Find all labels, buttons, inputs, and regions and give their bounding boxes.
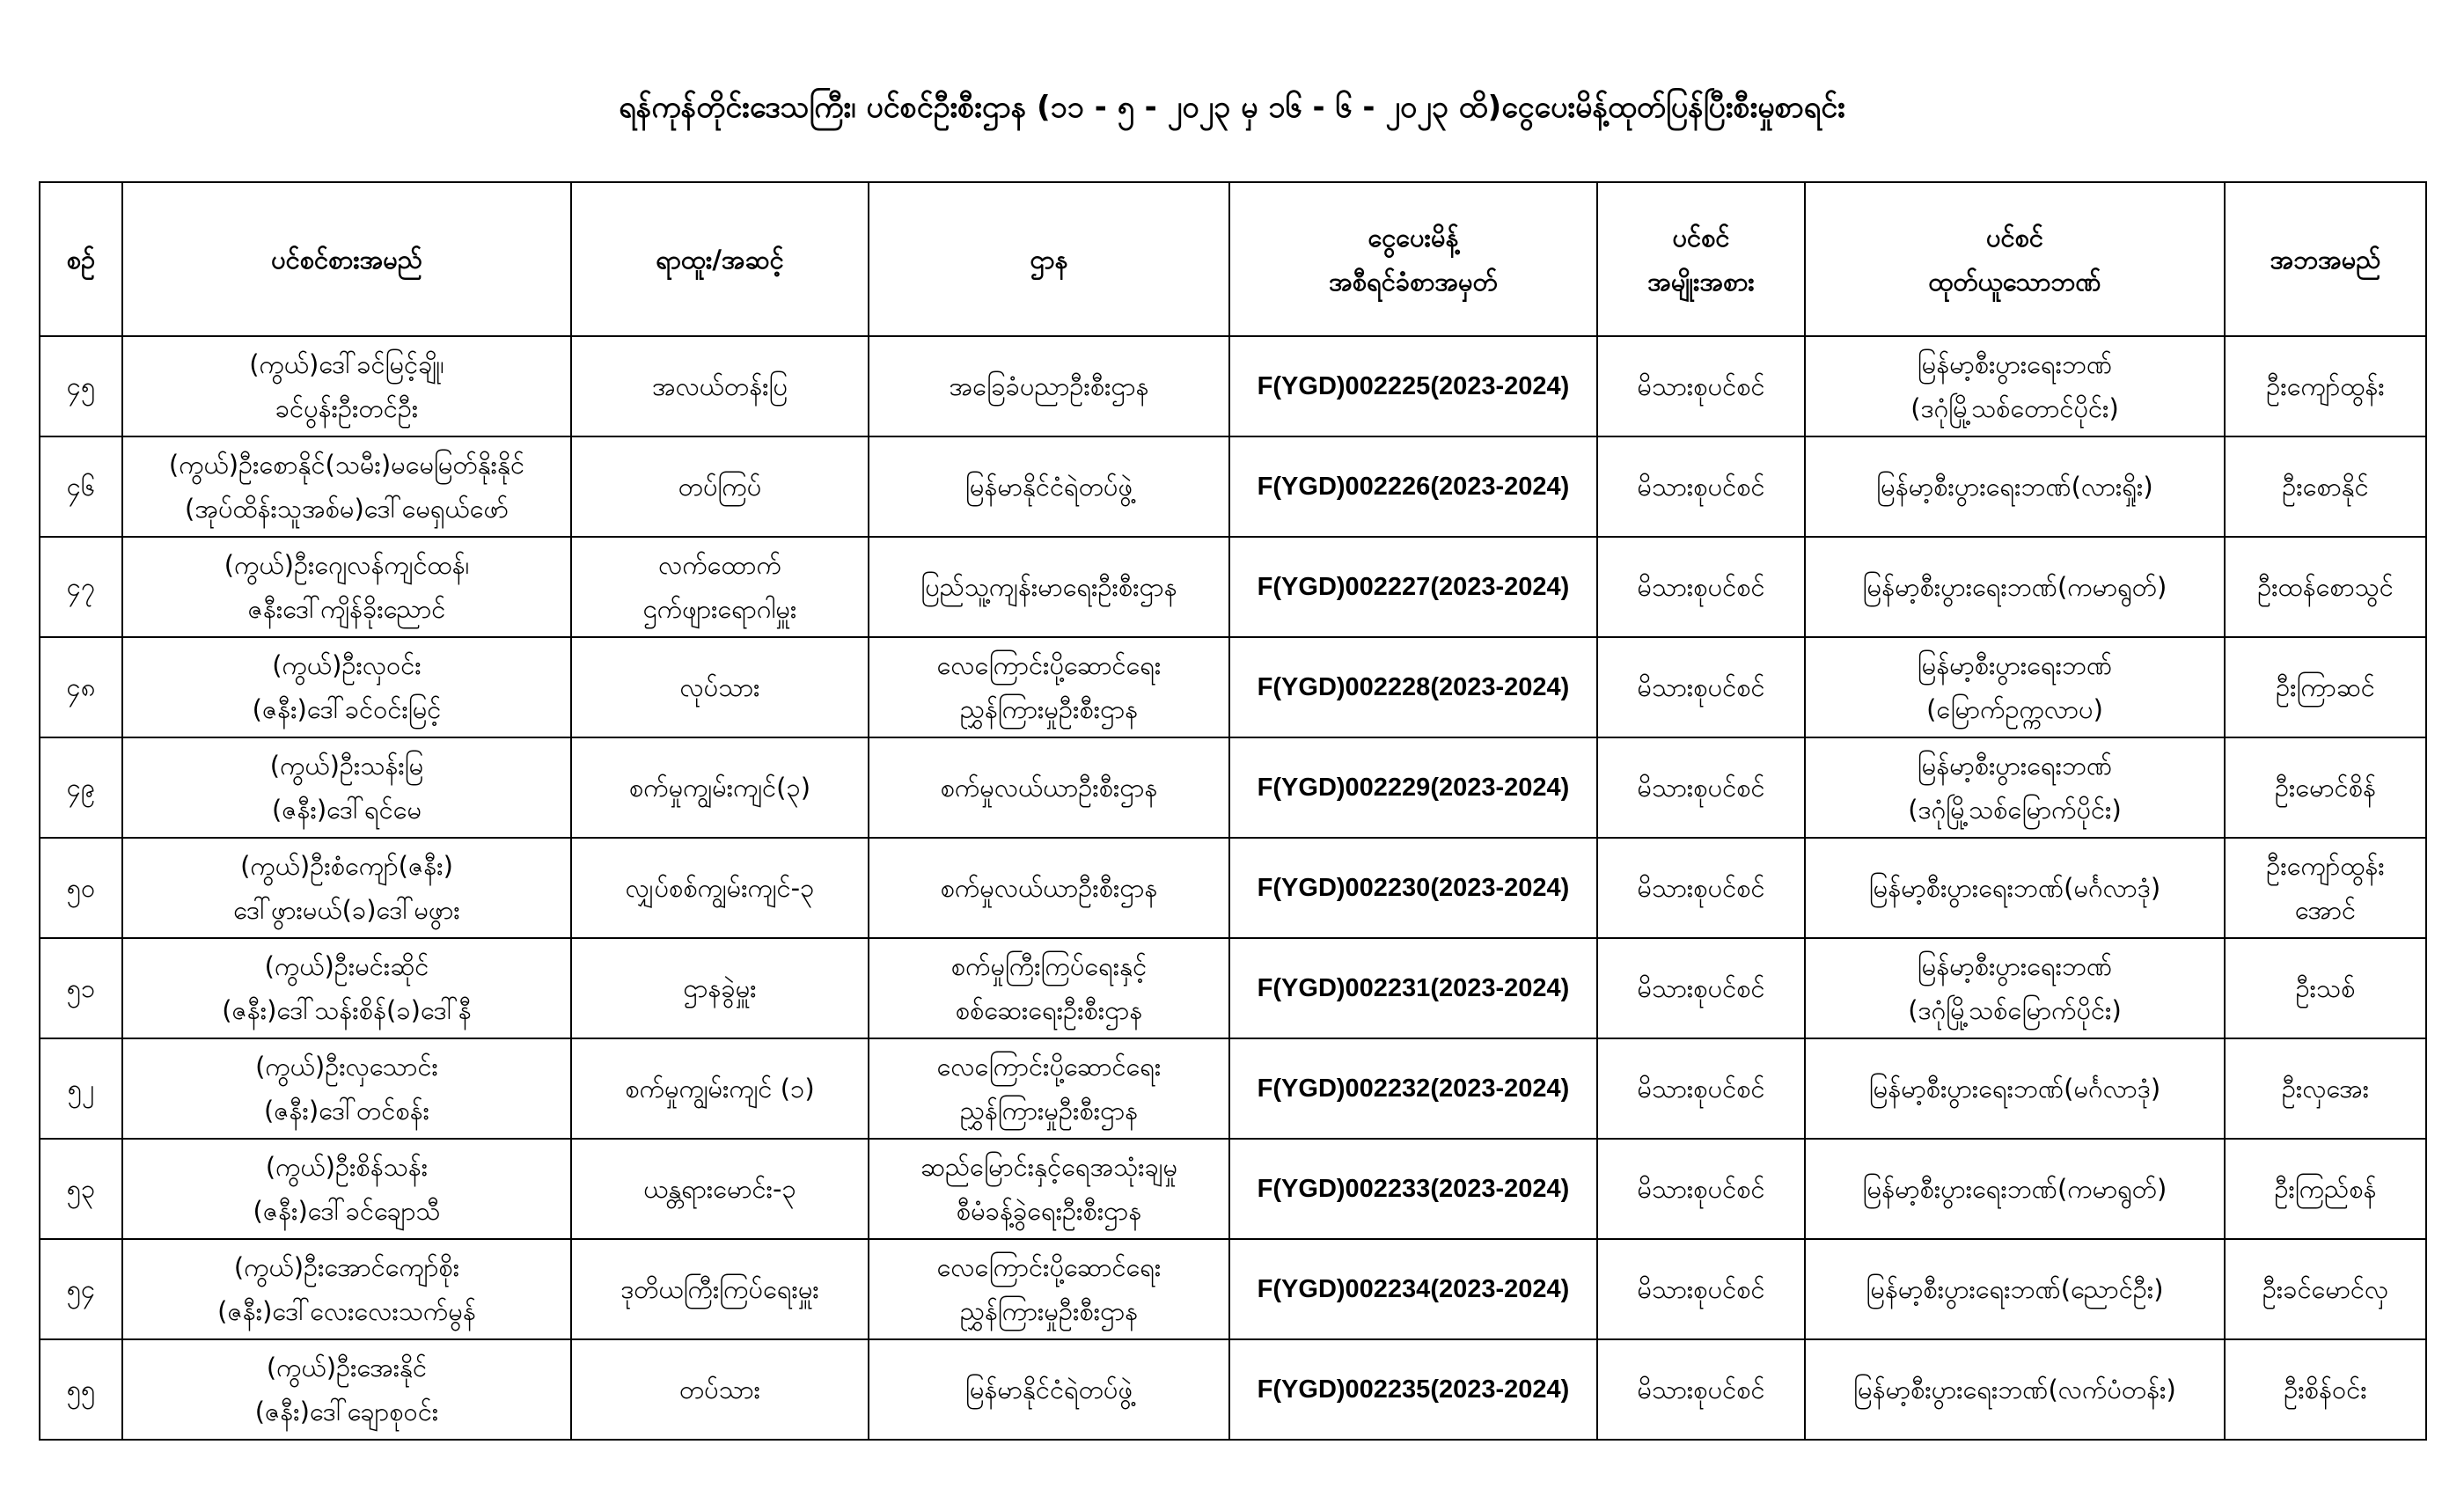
pensioner-name-cell-line: (ကွယ်)ဦးလှသောင်း xyxy=(255,1052,438,1082)
table-row xyxy=(40,938,2426,1038)
rank-cell-line: ဌာနခွဲမှူး xyxy=(683,973,757,1003)
rank-cell-line: စက်မှုကျွမ်းကျင် (၁) xyxy=(625,1074,815,1104)
header-payment-order-ref xyxy=(1229,182,1597,336)
pensioner-name-cell xyxy=(122,537,571,637)
bank-cell xyxy=(1805,436,2225,537)
department-cell xyxy=(869,838,1229,938)
department-cell xyxy=(869,537,1229,637)
header-department xyxy=(869,182,1229,336)
pensioner-name-cell-line: (ဇနီး)ဒေါ်ရင်မေ xyxy=(271,795,422,825)
department-cell xyxy=(869,938,1229,1038)
rank-cell-line: လက်ထောက် xyxy=(658,550,781,580)
department-cell xyxy=(869,1038,1229,1139)
rank-cell-line: တပ်သား xyxy=(678,1375,761,1404)
pensioner-name-cell-line: ဇနီးဒေါ်ကျိန်ခိုးညောင် xyxy=(247,594,446,624)
pensioner-name-cell xyxy=(122,737,571,838)
department-cell xyxy=(869,637,1229,737)
payment-order-ref-cell: F(YGD)002229(2023-2024) xyxy=(1229,737,1597,838)
rank-cell xyxy=(571,436,869,537)
pensioner-name-cell-line: (ကွယ်)ဦးအောင်ကျော်စိုး xyxy=(233,1252,460,1282)
department-cell-line: ညွှန်ကြားမှုဦးစီးဌာန xyxy=(959,694,1139,724)
pensioner-name-cell-line: (ဇနီး)ဒေါ်ခင်ဝင်းမြင့် xyxy=(252,694,442,724)
father-name-cell xyxy=(2225,1339,2426,1440)
payment-order-ref-cell: F(YGD)002232(2023-2024) xyxy=(1229,1038,1597,1139)
pension-type-cell: မိသားစုပင်စင် xyxy=(1597,838,1805,938)
department-cell xyxy=(869,436,1229,537)
pension-type-cell: မိသားစုပင်စင် xyxy=(1597,436,1805,537)
table-row xyxy=(40,537,2426,637)
father-name-cell xyxy=(2225,1038,2426,1139)
bank-cell-line: မြန်မာ့စီးပွားရေးဘဏ်(ညောင်ဦး) xyxy=(1866,1274,2164,1304)
department-cell xyxy=(869,1239,1229,1339)
father-name-cell xyxy=(2225,537,2426,637)
pensioner-name-cell-line: (အုပ်ထိန်းသူအစ်မ)ဒေါ်မေရှယ်ဖော် xyxy=(185,494,509,524)
father-name-cell xyxy=(2225,1239,2426,1339)
department-cell xyxy=(869,737,1229,838)
payment-order-ref-cell: F(YGD)002228(2023-2024) xyxy=(1229,637,1597,737)
pensioner-name-cell-line: (ကွယ်)ဦးလှဝင်း xyxy=(272,650,422,680)
table-row xyxy=(40,1038,2426,1139)
bank-cell-line: မြန်မာ့စီးပွားရေးဘဏ် xyxy=(1917,650,2113,680)
department-cell-line: မြန်မာနိုင်ငံရဲတပ်ဖွဲ့ xyxy=(964,1375,1133,1404)
pensioner-name-cell xyxy=(122,637,571,737)
pensioner-name-cell-line: ဒေါ်ဖွားမယ်(ခ)ဒေါ်မဖွား xyxy=(233,895,460,925)
serial-number-cell: ၅၃ xyxy=(40,1139,122,1239)
table-row xyxy=(40,637,2426,737)
bank-cell-line: မြန်မာ့စီးပွားရေးဘဏ် xyxy=(1917,349,2113,379)
bank-cell-line: မြန်မာ့စီးပွားရေးဘဏ်(ကမာရွတ်) xyxy=(1862,572,2167,602)
rank-cell xyxy=(571,1239,869,1339)
header-rank-line: ရာထူး/အဆင့် xyxy=(656,244,784,275)
father-name-cell xyxy=(2225,336,2426,436)
department-cell-line: စက်မှုလယ်ယာဦးစီးဌာန xyxy=(940,873,1158,903)
bank-cell-line: မြန်မာ့စီးပွားရေးဘဏ်(လက်ပံတန်း) xyxy=(1853,1375,2176,1404)
header-bank xyxy=(1805,182,2225,336)
header-pensioner-name xyxy=(122,182,571,336)
pensioner-name-cell-line: (ကွယ်)ဦးစံကျော်(ဇနီး) xyxy=(240,851,453,881)
department-cell-line: ညွှန်ကြားမှုဦးစီးဌာန xyxy=(959,1296,1139,1326)
table-row xyxy=(40,436,2426,537)
payment-order-ref-cell: F(YGD)002231(2023-2024) xyxy=(1229,938,1597,1038)
rank-cell xyxy=(571,537,869,637)
payment-order-ref-cell: F(YGD)002226(2023-2024) xyxy=(1229,436,1597,537)
serial-number-cell: ၄၇ xyxy=(40,537,122,637)
department-cell-line: ညွှန်ကြားမှုဦးစီးဌာန xyxy=(959,1096,1139,1126)
department-cell-line: စက်မှုလယ်ယာဦးစီးဌာန xyxy=(940,773,1158,803)
father-name-cell-line: ဦးကျော်ထွန်း xyxy=(2266,851,2385,881)
header-pension-type-line: အမျိုးအစား xyxy=(1647,266,1755,297)
pension-table xyxy=(39,181,2427,1441)
pensioner-name-cell-line: (ဇနီး)ဒေါ်လေးလေးသက်မွန် xyxy=(217,1296,476,1326)
bank-cell-line: (မြောက်ဥက္ကလာပ) xyxy=(1926,694,2103,724)
header-no-line: စဉ် xyxy=(66,244,96,275)
father-name-cell xyxy=(2225,1139,2426,1239)
bank-cell-line: မြန်မာ့စီးပွားရေးဘဏ်(မင်္ဂလာဒုံ) xyxy=(1868,873,2161,903)
serial-number-cell: ၄၉ xyxy=(40,737,122,838)
department-cell-line: စစ်ဆေးရေးဦးစီးဌာန xyxy=(955,995,1143,1025)
header-pensioner-name-line: ပင်စင်စားအမည် xyxy=(271,244,422,275)
pension-type-cell: မိသားစုပင်စင် xyxy=(1597,1139,1805,1239)
pensioner-name-cell-line: (ဇနီး)ဒေါ်သန်းစိန်(ခ)ဒေါ်နီ xyxy=(222,995,472,1025)
pensioner-name-cell-line: (ကွယ်)ဦးမင်းဆိုင် xyxy=(264,951,429,981)
department-cell-line: စက်မှုကြီးကြပ်ရေးနှင့် xyxy=(950,951,1148,981)
father-name-cell-line: ဦးစောနိုင် xyxy=(2282,472,2369,502)
pension-type-cell: မိသားစုပင်စင် xyxy=(1597,336,1805,436)
department-cell xyxy=(869,336,1229,436)
serial-number-cell: ၅၄ xyxy=(40,1239,122,1339)
bank-cell-line: မြန်မာ့စီးပွားရေးဘဏ်(လားရှိုး) xyxy=(1876,472,2153,502)
department-cell xyxy=(869,1139,1229,1239)
father-name-cell-line: ဦးကျော်ထွန်း xyxy=(2266,371,2385,401)
father-name-cell-line: ဦးကြည်စန် xyxy=(2274,1174,2377,1204)
table-row xyxy=(40,1339,2426,1440)
header-pension-type xyxy=(1597,182,1805,336)
department-cell-line: စီမံခန့်ခွဲရေးဦးစီးဌာန xyxy=(956,1196,1142,1226)
table-row xyxy=(40,838,2426,938)
serial-number-cell: ၅၅ xyxy=(40,1339,122,1440)
payment-order-ref-cell: F(YGD)002233(2023-2024) xyxy=(1229,1139,1597,1239)
pensioner-name-cell-line: (ကွယ်)ဦးစောနိုင်(သမီး)မမေမြတ်နိုးနိုင် xyxy=(168,450,525,480)
pension-type-cell: မိသားစုပင်စင် xyxy=(1597,1038,1805,1139)
pensioner-name-cell-line: (ကွယ်)ဦးအေးနိုင် xyxy=(266,1353,428,1382)
department-cell-line: လေကြောင်းပို့ဆောင်ရေး xyxy=(936,650,1162,680)
pensioner-name-cell xyxy=(122,436,571,537)
payment-order-ref-cell: F(YGD)002225(2023-2024) xyxy=(1229,336,1597,436)
pension-type-cell: မိသားစုပင်စင် xyxy=(1597,1339,1805,1440)
rank-cell xyxy=(571,1038,869,1139)
table-body xyxy=(40,336,2426,1440)
department-cell xyxy=(869,1339,1229,1440)
pension-type-cell: မိသားစုပင်စင် xyxy=(1597,637,1805,737)
table-row xyxy=(40,336,2426,436)
bank-cell xyxy=(1805,737,2225,838)
pensioner-name-cell-line: (ကွယ်)ဦးသန်းမြ xyxy=(269,751,424,781)
rank-cell xyxy=(571,637,869,737)
serial-number-cell: ၅၂ xyxy=(40,1038,122,1139)
father-name-cell-line: ဦးစိန်ဝင်း xyxy=(2284,1375,2367,1404)
father-name-cell xyxy=(2225,436,2426,537)
payment-order-ref-cell: F(YGD)002227(2023-2024) xyxy=(1229,537,1597,637)
header-bank-line: ထုတ်ယူသောဘဏ် xyxy=(1928,266,2101,297)
rank-cell-line: စက်မှုကျွမ်းကျင်(၃) xyxy=(628,773,811,803)
rank-cell-line: အလယ်တန်းပြ xyxy=(652,371,788,401)
rank-cell xyxy=(571,838,869,938)
serial-number-cell: ၄၅ xyxy=(40,336,122,436)
rank-cell xyxy=(571,1139,869,1239)
pensioner-name-cell-line: (ကွယ်)ဒေါ်ခင်မြင့်ချို၊ xyxy=(249,349,444,379)
bank-cell xyxy=(1805,1038,2225,1139)
department-cell-line: လေကြောင်းပို့ဆောင်ရေး xyxy=(936,1252,1162,1282)
table-row xyxy=(40,737,2426,838)
father-name-cell-line: အောင် xyxy=(2294,895,2357,925)
header-payment-order-ref-line: အစီရင်ခံစာအမှတ် xyxy=(1329,266,1498,297)
father-name-cell xyxy=(2225,838,2426,938)
bank-cell-line: (ဒဂုံမြို့သစ်တောင်ပိုင်း) xyxy=(1910,393,2119,423)
bank-cell xyxy=(1805,1139,2225,1239)
header-pension-type-line: ပင်စင် xyxy=(1672,222,1730,253)
father-name-cell-line: ဦးထန်စောသွင် xyxy=(2257,572,2394,602)
pensioner-name-cell xyxy=(122,938,571,1038)
header-department-line: ဌာန xyxy=(1030,244,1068,275)
department-cell-line: မြန်မာနိုင်ငံရဲတပ်ဖွဲ့ xyxy=(964,472,1133,502)
bank-cell xyxy=(1805,1239,2225,1339)
pensioner-name-cell-line: ခင်ပွန်းဦးတင်ဦး xyxy=(275,393,419,423)
bank-cell-line: (ဒဂုံမြို့သစ်မြောက်ပိုင်း) xyxy=(1908,795,2122,825)
department-cell-line: ပြည်သူ့ကျန်းမာရေးဦးစီးဌာန xyxy=(920,572,1177,602)
pension-type-cell: မိသားစုပင်စင် xyxy=(1597,1239,1805,1339)
department-cell-line: လေကြောင်းပို့ဆောင်ရေး xyxy=(936,1052,1162,1082)
serial-number-cell: ၄၈ xyxy=(40,637,122,737)
pensioner-name-cell xyxy=(122,336,571,436)
department-cell-line: ဆည်မြောင်းနှင့်ရေအသုံးချမှု xyxy=(920,1152,1178,1182)
table-row xyxy=(40,1139,2426,1239)
pensioner-name-cell-line: (ဇနီး)ဒေါ်တင်စန်း xyxy=(263,1096,430,1126)
rank-cell-line: တပ်ကြပ် xyxy=(678,472,762,502)
pensioner-name-cell-line: (ဇနီး)ဒေါ်ချောစုဝင်း xyxy=(254,1397,439,1426)
document-title: ရန်ကုန်တိုင်းဒေသကြီး၊ ပင်စင်ဦးစီးဌာန (၁၁ - ၅ - ၂၀၂၃ မှ ၁၆ - ၆ - ၂၀၂၃ ထိ)ငွေပေးမိန့်ထုတ်ပြန်ပြီးစီးမှုစာရင်း xyxy=(619,90,1845,125)
father-name-cell-line: ဦးခင်မောင်လှ xyxy=(2262,1274,2389,1304)
table-row xyxy=(40,1239,2426,1339)
father-name-cell-line: ဦးသစ် xyxy=(2295,973,2356,1003)
father-name-cell-line: ဦးလှအေး xyxy=(2281,1074,2370,1104)
rank-cell-line: လုပ်သား xyxy=(679,672,760,702)
header-father-name-line: အဘအမည် xyxy=(2270,244,2381,275)
father-name-cell xyxy=(2225,737,2426,838)
pensioner-name-cell-line: (ကွယ်)ဦးစိန်သန်း xyxy=(265,1152,429,1182)
header-row xyxy=(40,182,2426,336)
rank-cell xyxy=(571,1339,869,1440)
header-no xyxy=(40,182,122,336)
bank-cell-line: မြန်မာ့စီးပွားရေးဘဏ်(ကမာရွတ်) xyxy=(1862,1174,2167,1204)
bank-cell-line: (ဒဂုံမြို့သစ်မြောက်ပိုင်း) xyxy=(1908,995,2122,1025)
bank-cell-line: မြန်မာ့စီးပွားရေးဘဏ် xyxy=(1917,751,2113,781)
payment-order-ref-cell: F(YGD)002230(2023-2024) xyxy=(1229,838,1597,938)
bank-cell-line: မြန်မာ့စီးပွားရေးဘဏ်(မင်္ဂလာဒုံ) xyxy=(1868,1074,2161,1104)
department-cell-line: အခြေခံပညာဦးစီးဌာန xyxy=(949,371,1149,401)
serial-number-cell: ၅၀ xyxy=(40,838,122,938)
rank-cell xyxy=(571,336,869,436)
pensioner-name-cell xyxy=(122,838,571,938)
father-name-cell xyxy=(2225,938,2426,1038)
payment-order-ref-cell: F(YGD)002235(2023-2024) xyxy=(1229,1339,1597,1440)
bank-cell-line: မြန်မာ့စီးပွားရေးဘဏ် xyxy=(1917,951,2113,981)
rank-cell-line: လျှပ်စစ်ကျွမ်းကျင်-၃ xyxy=(625,873,815,903)
serial-number-cell: ၄၆ xyxy=(40,436,122,537)
pension-type-cell: မိသားစုပင်စင် xyxy=(1597,938,1805,1038)
rank-cell xyxy=(571,737,869,838)
bank-cell xyxy=(1805,637,2225,737)
pensioner-name-cell-line: (ကွယ်)ဦးဂျေလန်ကျင်ထန်၊ xyxy=(224,550,470,580)
pensioner-name-cell-line: (ဇနီး)ဒေါ်ခင်ချောသီ xyxy=(253,1196,441,1226)
pension-type-cell: မိသားစုပင်စင် xyxy=(1597,737,1805,838)
father-name-cell xyxy=(2225,637,2426,737)
header-bank-line: ပင်စင် xyxy=(1985,222,2044,253)
header-payment-order-ref-line: ငွေပေးမိန့် xyxy=(1368,222,1459,253)
header-father-name xyxy=(2225,182,2426,336)
rank-cell xyxy=(571,938,869,1038)
rank-cell-line: ဒုတိယကြီးကြပ်ရေးမှူး xyxy=(620,1274,819,1304)
pension-type-cell: မိသားစုပင်စင် xyxy=(1597,537,1805,637)
father-name-cell-line: ဦးကြာဆင် xyxy=(2276,672,2375,702)
pensioner-name-cell xyxy=(122,1038,571,1139)
pensioner-name-cell xyxy=(122,1139,571,1239)
pensioner-name-cell xyxy=(122,1339,571,1440)
father-name-cell-line: ဦးမောင်စိန် xyxy=(2274,773,2377,803)
pensioner-name-cell xyxy=(122,1239,571,1339)
payment-order-ref-cell: F(YGD)002234(2023-2024) xyxy=(1229,1239,1597,1339)
bank-cell xyxy=(1805,336,2225,436)
bank-cell xyxy=(1805,537,2225,637)
bank-cell xyxy=(1805,938,2225,1038)
rank-cell-line: ယန္တရားမောင်း-၃ xyxy=(643,1174,796,1204)
table-header xyxy=(40,182,2426,336)
bank-cell xyxy=(1805,1339,2225,1440)
bank-cell xyxy=(1805,838,2225,938)
serial-number-cell: ၅၁ xyxy=(40,938,122,1038)
rank-cell-line: ဌက်ဖျားရောဂါမှူး xyxy=(642,594,797,624)
header-rank xyxy=(571,182,869,336)
